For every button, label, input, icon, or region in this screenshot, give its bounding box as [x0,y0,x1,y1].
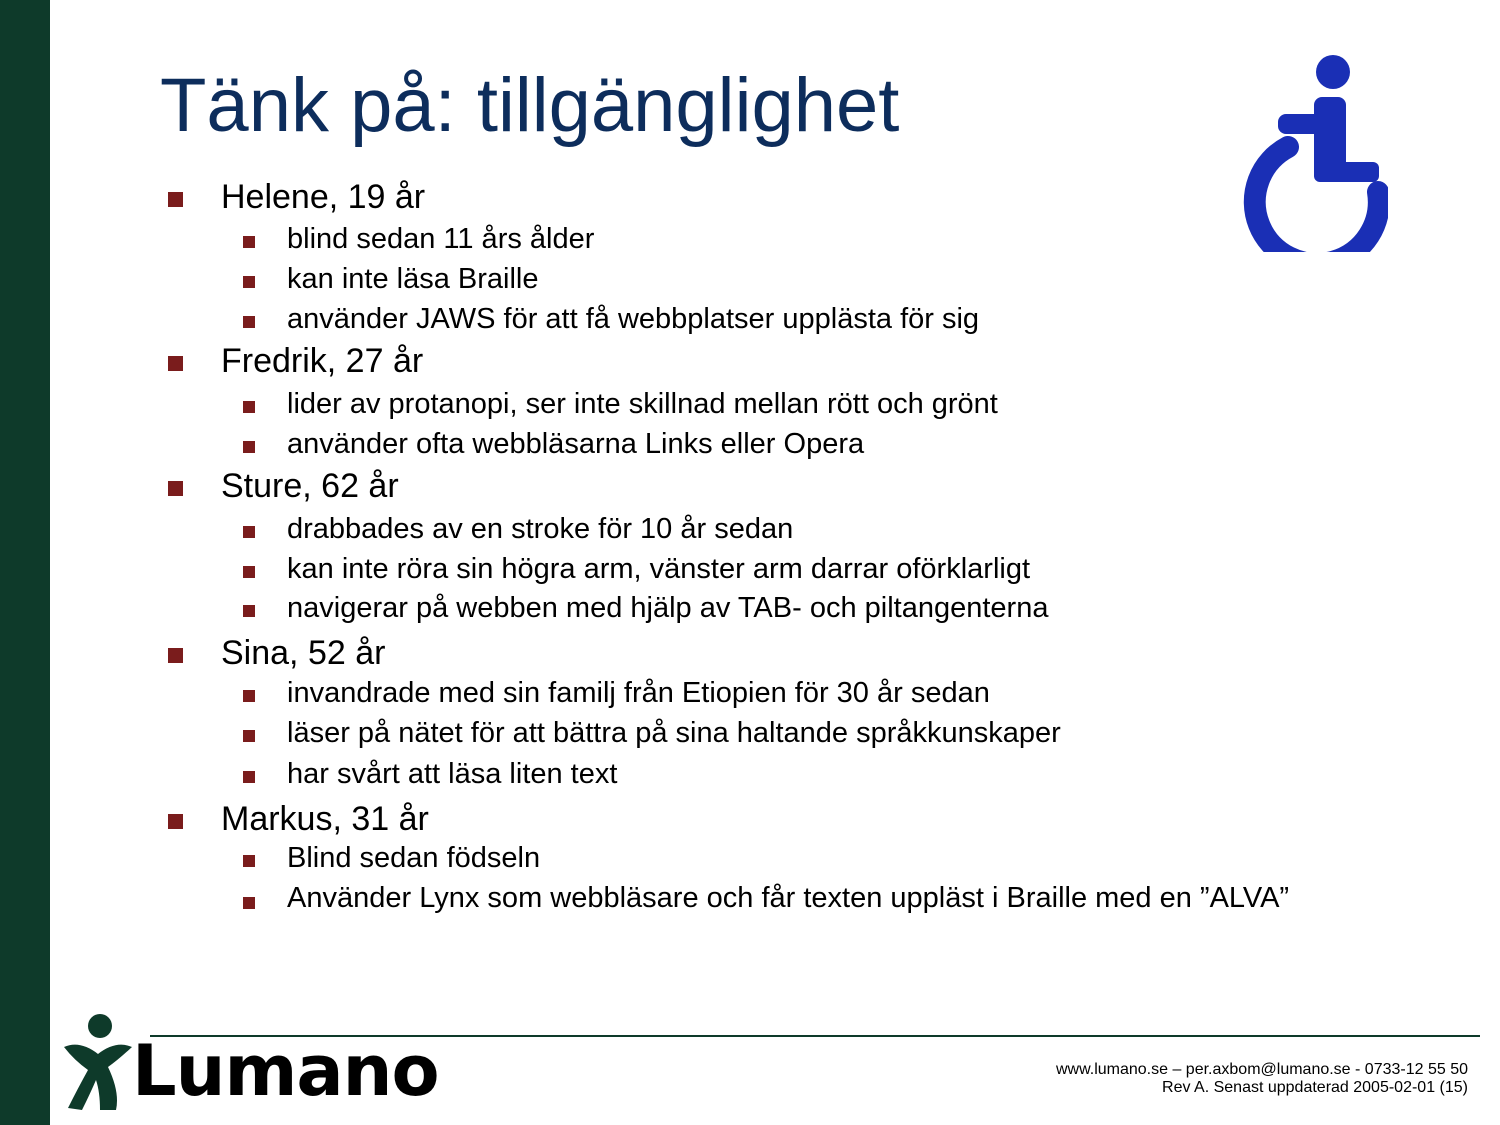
sub-bullet-marker [243,730,255,742]
persona-detail: kan inte röra sin högra arm, vänster arm darrar oförklarligt [287,553,1031,585]
footer-contact: www.lumano.se – per.axbom@lumano.se - 0733-12 55 50 [1055,1061,1468,1078]
slide-title: Tänk på: tillgänglighet [160,63,900,148]
persona-detail: använder ofta webbläsarna Links eller Opera [287,428,865,460]
bullet-marker [168,356,183,371]
persona-detail: invandrade med sin familj från Etiopien för 30 år sedan [287,677,990,709]
lumano-logo-text: Lumano [132,1030,439,1112]
sub-bullet-marker [243,236,255,248]
sub-bullet-marker [243,605,255,617]
sub-bullet-marker [243,276,255,288]
persona-detail: använder JAWS för att få webbplatser upplästa för sig [287,303,980,335]
persona-detail: har svårt att läsa liten text [287,758,618,790]
sub-bullet-marker [243,690,255,702]
persona-detail: Blind sedan födseln [287,842,541,874]
lumano-figure-icon [60,1012,135,1112]
sub-bullet-marker [243,526,255,538]
bullet-marker [168,648,183,663]
bullet-marker [168,481,183,496]
sub-bullet-marker [243,855,255,867]
sub-bullet-marker [243,441,255,453]
persona-detail: navigerar på webben med hjälp av TAB- och piltangenterna [287,592,1049,624]
bullet-marker [168,814,183,829]
persona-detail: Använder Lynx som webbläsare och får texten uppläst i Braille med en ”ALVA” [287,882,1290,914]
persona-detail: lider av protanopi, ser inte skillnad mellan rött och grönt [287,388,998,420]
persona-name: Sture, 62 år [221,467,399,505]
persona-name: Helene, 19 år [221,178,426,216]
persona-name: Sina, 52 år [221,634,386,672]
sub-bullet-marker [243,401,255,413]
persona-name: Fredrik, 27 år [221,342,424,380]
sub-bullet-marker [243,771,255,783]
bullet-marker [168,192,183,207]
sub-bullet-marker [243,897,255,909]
sub-bullet-marker [243,316,255,328]
persona-detail: läser på nätet för att bättra på sina haltande språkkunskaper [287,717,1061,749]
persona-detail: blind sedan 11 års ålder [287,223,595,255]
persona-name: Markus, 31 år [221,800,429,838]
persona-detail: drabbades av en stroke för 10 år sedan [287,513,794,545]
wheelchair-icon [1218,42,1388,252]
sub-bullet-marker [243,566,255,578]
persona-detail: kan inte läsa Braille [287,263,539,295]
left-sidebar-bar [0,0,50,1125]
footer-revision: Rev A. Senast uppdaterad 2005-02-01 (15) [1162,1079,1468,1096]
